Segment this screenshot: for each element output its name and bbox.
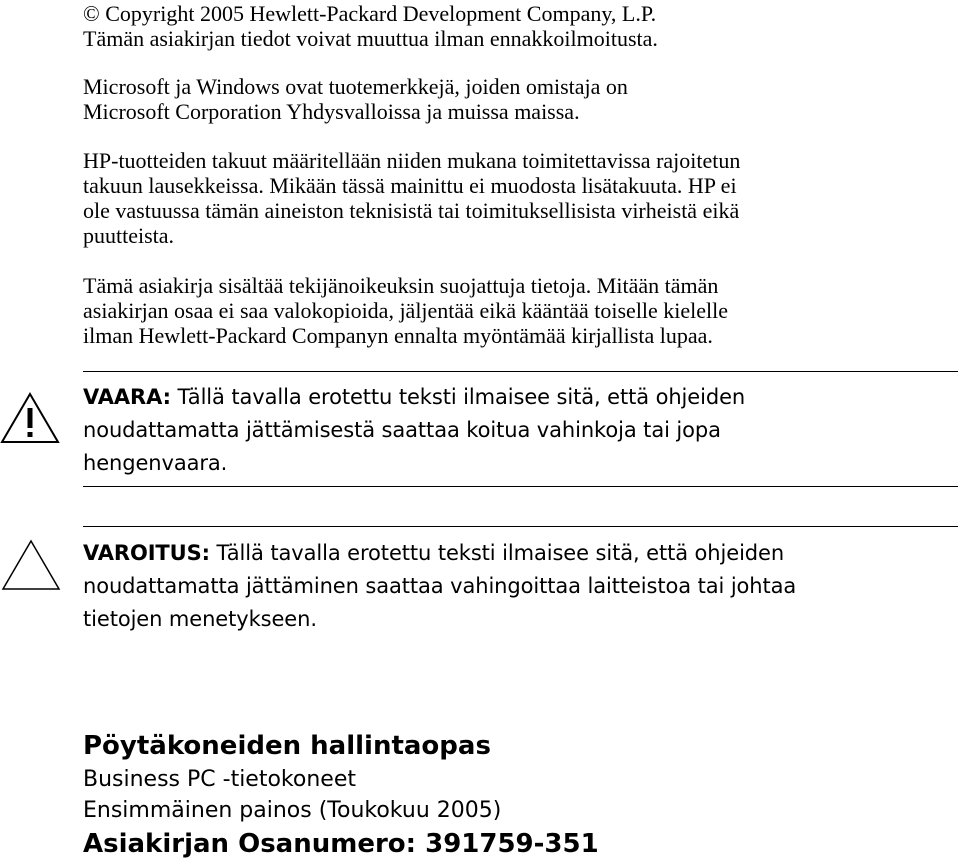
document-part-number: Asiakirjan Osanumero: 391759-351: [83, 829, 599, 859]
warning-exclamation-icon: [0, 392, 60, 444]
caution-text: noudattamatta jättäminen saattaa vahingoittaa laitteistoa tai johtaa: [83, 574, 797, 598]
warning-notice: [83, 381, 943, 480]
caution-top-rule: [83, 526, 958, 527]
trademark-notice: [83, 74, 953, 124]
rights-line: Tämä asiakirja sisältää tekijänoikeuksin suojattuja tietoja. Mitään tämän: [83, 273, 719, 298]
warranty-line: takuun lausekkeissa. Mikään tässä mainittu ei muodosta lisätakuuta. HP ei: [83, 173, 737, 198]
copyright-line: Tämän asiakirjan tiedot voivat muuttua ilman ennakkoilmoitusta.: [83, 26, 658, 51]
warranty-notice: [83, 148, 953, 248]
warning-text: hengenvaara.: [83, 451, 228, 475]
rights-line: ilman Hewlett-Packard Companyn ennalta myöntämää kirjallista lupaa.: [83, 323, 713, 348]
document-footer: [83, 728, 599, 862]
warning-text: Tällä tavalla erotettu teksti ilmaisee sitä, että ohjeiden: [170, 385, 746, 409]
caution-label: VAROITUS:: [83, 541, 210, 565]
rights-notice: [83, 273, 953, 348]
warning-text: noudattamatta jättämisestä saattaa koitua vahinkoja tai jopa: [83, 418, 721, 442]
document-title: Pöytäkoneiden hallintaopas: [83, 731, 491, 761]
caution-text: Tällä tavalla erotettu teksti ilmaisee sitä, että ohjeiden: [209, 541, 785, 565]
document-subtitle: Business PC -tietokoneet: [83, 767, 356, 792]
warning-bottom-rule: [83, 486, 958, 487]
copyright-line: © Copyright 2005 Hewlett-Packard Development Company, L.P.: [83, 1, 657, 26]
warning-label: VAARA:: [83, 385, 171, 409]
trademark-line: Microsoft ja Windows ovat tuotemerkkejä, joiden omistaja on: [83, 74, 628, 99]
caution-triangle-icon: [0, 538, 62, 593]
document-edition: Ensimmäinen painos (Toukokuu 2005): [83, 798, 502, 823]
warning-top-rule: [83, 371, 958, 372]
warranty-line: HP-tuotteiden takuut määritellään niiden mukana toimitettavissa rajoitetun: [83, 148, 741, 173]
copyright-notice: [83, 1, 953, 51]
rights-line: asiakirjan osaa ei saa valokopioida, jäljentää eikä kääntää toiselle kielelle: [83, 298, 729, 323]
warranty-line: puutteista.: [83, 223, 175, 248]
caution-text: tietojen menetykseen.: [83, 607, 317, 631]
warranty-line: ole vastuussa tämän aineiston teknisistä tai toimituksellisista virheistä eikä: [83, 198, 740, 223]
caution-notice: [83, 537, 943, 636]
trademark-line: Microsoft Corporation Yhdysvalloissa ja muissa maissa.: [83, 99, 580, 124]
